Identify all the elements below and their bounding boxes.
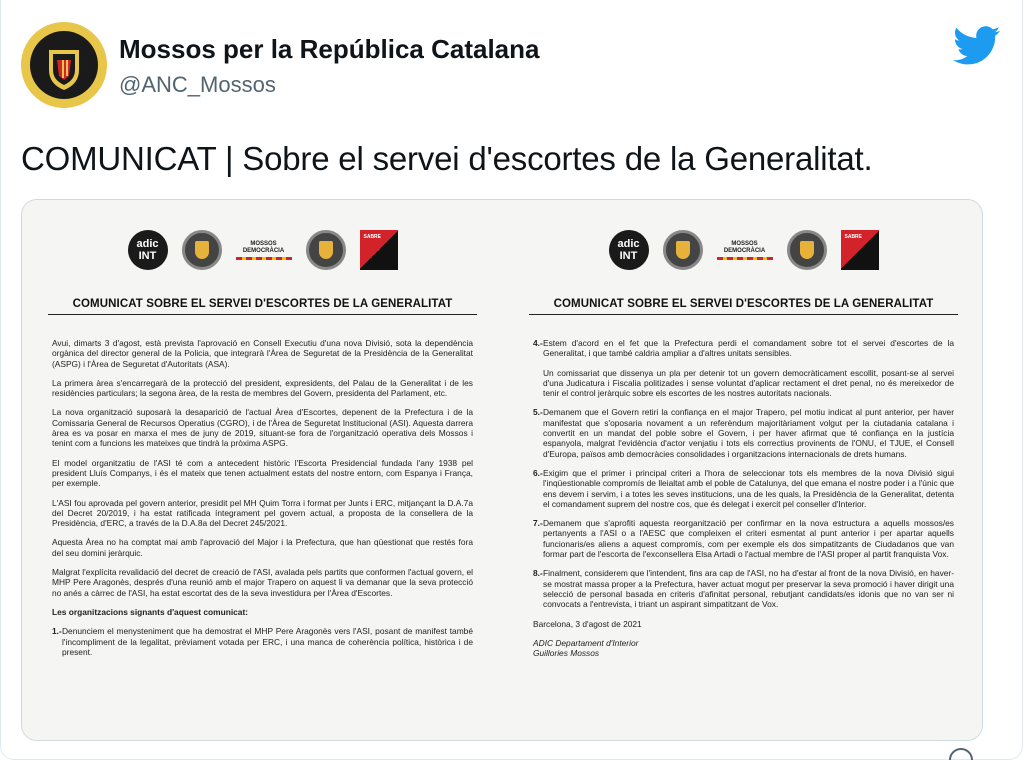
document-body <box>52 338 473 666</box>
document-date: Barcelona, 3 d'agost de 2021 <box>533 618 642 629</box>
numbered-item <box>533 338 954 359</box>
twitter-bird-icon[interactable] <box>953 26 1001 66</box>
document-title: COMUNICAT SOBRE EL SERVEI D'ESCORTES DE LA GENERALITAT <box>72 298 453 310</box>
item-number: 4.- <box>533 338 543 348</box>
paragraph: La nova organització suposarà la desaparició de l'actual Àrea d'Escortes, depenent de la Prefectura i de la Comissaria General de Recursos Operatius (CGRO), i de l'Àrea de Seguretat Institucional (ASI). Aquesta darrera àrea es va posar en marxa el mes de juny de 2019, situant-se fora de l'organització operativa dels Mossos i tenint com a funcions les mateixes que tindrà la pròxima ASPG. <box>52 407 473 449</box>
sabre-logo-text: SABRE <box>363 234 382 240</box>
paragraph: Malgrat l'explícita revalidació del decret de creació de l'ASI, avalada pels partits que conformen l'actual govern, el MHP Pere Aragonès, després d'una reunió amb el major Trapero on aquest li va demanar que la seva protecció no anés a càrrec de l'ASI, ha estat escortat des de la seva investidura per l'Àrea d'Escortes. <box>52 567 473 598</box>
paragraph: Un comissariat que dissenya un pla per detenir tot un govern democràticament escollit, posant-se al servei d'una Judicatura i Fiscalia politizades i sense voluntat d'aplicar rectament el dret penal, no és mereixedor de tenir el control jeràrquic sobre els escortes de les nostres autoritats nacionals. <box>543 367 954 399</box>
tweet-media[interactable] <box>21 199 983 741</box>
paragraph: El model organitzatiu de l'ASI té com a antecedent històric l'Escorta Presidencial fundada l'any 1938 pel president Lluís Companys, i és el mateix que tenen actualment estats del nostre entorn, com Espanya i França, per exemple. <box>52 457 473 489</box>
item-number: 1.- <box>52 626 62 637</box>
author-handle[interactable]: @ANC_Mossos <box>119 72 276 97</box>
flag-stripe <box>717 257 773 260</box>
paragraph: La primera àrea s'encarregarà de la protecció del president, expresidents, del Palau de la Generalitat i de les residències particulars; la segona àrea, de la resta de membres del Govern, presidenta del Parlament, etc. <box>52 377 473 399</box>
paragraph: L'ASI fou aprovada pel govern anterior, presidit pel MH Quim Torra i format per Junts i ERC, mitjançant la D.A.7a del Decret 20/2019, i ha estat ratificada íntegrament pel govern actual, a proposta de la consellera de la Presidència, d'ERC, a través de la D.A.8a del Decret 245/2021. <box>52 497 473 529</box>
adic-logo-line1: adic <box>617 238 640 250</box>
mossos-democracia-logo <box>717 236 773 264</box>
title-divider <box>48 314 477 315</box>
signature-line: Guillories Mossos <box>533 648 600 659</box>
item-text: Exigim que el primer i principal criteri a l'hora de seleccionar tots els membres de la nova Divisió sigui l'inqüestionable compromís de lleialtat amb el poble de Catalunya, del que emana el nostre poder i a l'únic que ens devem i servim, i a totes les seves institucions, una de les quals, la Presidència de la Generalitat, detenta el comandament suprem del nostre cos, que és delegat i exercit pel conseller d'Interior. <box>543 467 954 509</box>
mossos-badge-icon <box>21 22 107 108</box>
numbered-item <box>52 626 473 657</box>
numbered-item <box>533 468 954 509</box>
mossos-logo-line1: MOSSOS <box>731 240 758 247</box>
sabre-logo-text: SABRE <box>844 234 863 240</box>
adic-logo-line2: INT <box>138 250 157 262</box>
document-body <box>533 338 954 667</box>
sabre-logo <box>360 230 398 270</box>
item-text: Demanem que s'aprofiti aquesta reorganització per confirmar en la nova estructura a aquells mossos/es pertanyents a l'ASI o a l'AESC que compleixen el criteri esmentat al punt anterior i per apartar aquells funcionaris/es aliens a aquest compromís, com per exemple els dos simpatitzants de Ciudadanos que van formar part de l'escorta de l'exconsellera Elsa Artadi o l'actual membre de l'ASI proper al partit franquista Vox. <box>543 518 954 560</box>
mossos-logo-line2: DEMOCRÀCIA <box>723 247 766 254</box>
mossos-logo-line1: MOSSOS <box>250 240 277 247</box>
signature-line: ADIC Departament d'Interior <box>533 637 639 648</box>
paragraph: Avui, dimarts 3 d'agost, està prevista l'aprovació en Consell Executiu d'una nova Divisió, sota la dependència orgànica del director general de la Policia, que integrarà l'Àrea de Seguretat de la Presidència de la Generalitat (ASPG) i l'Àrea de Seguretat d'Autoritats (ASA). <box>52 338 473 369</box>
item-number: 6.- <box>533 467 543 478</box>
info-icon[interactable] <box>949 748 973 760</box>
mossos-badge-logo <box>787 230 827 270</box>
numbered-item <box>533 407 954 458</box>
item-text: Finalment, considerem que l'intendent, fins ara cap de l'ASI, no ha d'estar al front de la nova Divisió, en haver-se mostrat massa proper a la Prefectura, haver actuat mogut per preservar la seva promoció i haver dirigit una selecció de personal basada en criteris d'afinitat personal, rebutjant candidats/es idonis que no van ser ni convocats a l'entrevista, i triant un aspirant simpatitzant de Vox. <box>543 568 954 610</box>
mossos-democracia-logo <box>236 236 292 264</box>
adic-logo-line2: INT <box>619 250 638 262</box>
title-divider <box>529 314 958 315</box>
item-number: 7.- <box>533 518 543 529</box>
sabre-logo <box>841 230 879 270</box>
mossos-logo-line2: DEMOCRÀCIA <box>242 247 285 254</box>
paragraph: Aquesta Àrea no ha comptat mai amb l'aprovació del Major i la Prefectura, que han qüestionat que restés fora del seu domini jeràrquic. <box>52 537 473 558</box>
badge-logo <box>663 230 703 270</box>
adic-logo <box>128 230 168 270</box>
logo-strip <box>503 228 983 272</box>
document-title: COMUNICAT SOBRE EL SERVEI D'ESCORTES DE LA GENERALITAT <box>553 298 934 310</box>
item-text: Denunciem el menysteniment que ha demostrat el MHP Pere Aragonès vers l'ASI, posant de manifest també l'incompliment de la legalitat, prèviament votada per ERC, i una manca de coherència política, històrica i de present. <box>62 626 473 657</box>
item-text: Estem d'acord en el fet que la Prefectura perdi el comandament sobre tot el servei d'escortes de la Generalitat, i que també caldria ampliar a d'altres unitats sensibles. <box>543 338 954 359</box>
badge-logo <box>182 230 222 270</box>
flag-stripe <box>236 257 292 260</box>
item-number: 5.- <box>533 407 543 418</box>
document-page-right <box>503 200 983 741</box>
document-page-left <box>22 200 503 741</box>
logo-strip <box>22 228 503 272</box>
tweet-text: COMUNICAT | Sobre el servei d'escortes de la Generalitat. <box>21 140 873 177</box>
mossos-badge-logo <box>306 230 346 270</box>
avatar[interactable] <box>21 22 107 108</box>
item-text: Demanem que el Govern retiri la confiança en el major Trapero, pel motiu indicat al punt anterior, per haver manifestat que s'oposaria novament a un referèndum majoritàriament volgut per la ciutadania catalana i convertit en un mandat del poble sobre el Govern, i per haver afirmat que té confiança en la justícia espanyola, malgrat l'evidència d'actor venjatiu i tots els correctius provinents de l'ONU, el TJUE, el Consell d'Europa, països amb democràcies consolidades i organitzacions internacionals de drets humans. <box>543 407 954 459</box>
tweet-header <box>21 22 1001 108</box>
signatories-heading: Les organitzacions signants d'aquest comunicat: <box>52 606 249 617</box>
adic-logo-line1: adic <box>136 238 159 250</box>
item-number: 8.- <box>533 568 543 579</box>
author-name[interactable]: Mossos per la República Catalana <box>119 34 540 64</box>
numbered-item <box>533 568 954 609</box>
adic-logo <box>609 230 649 270</box>
numbered-item <box>533 518 954 559</box>
